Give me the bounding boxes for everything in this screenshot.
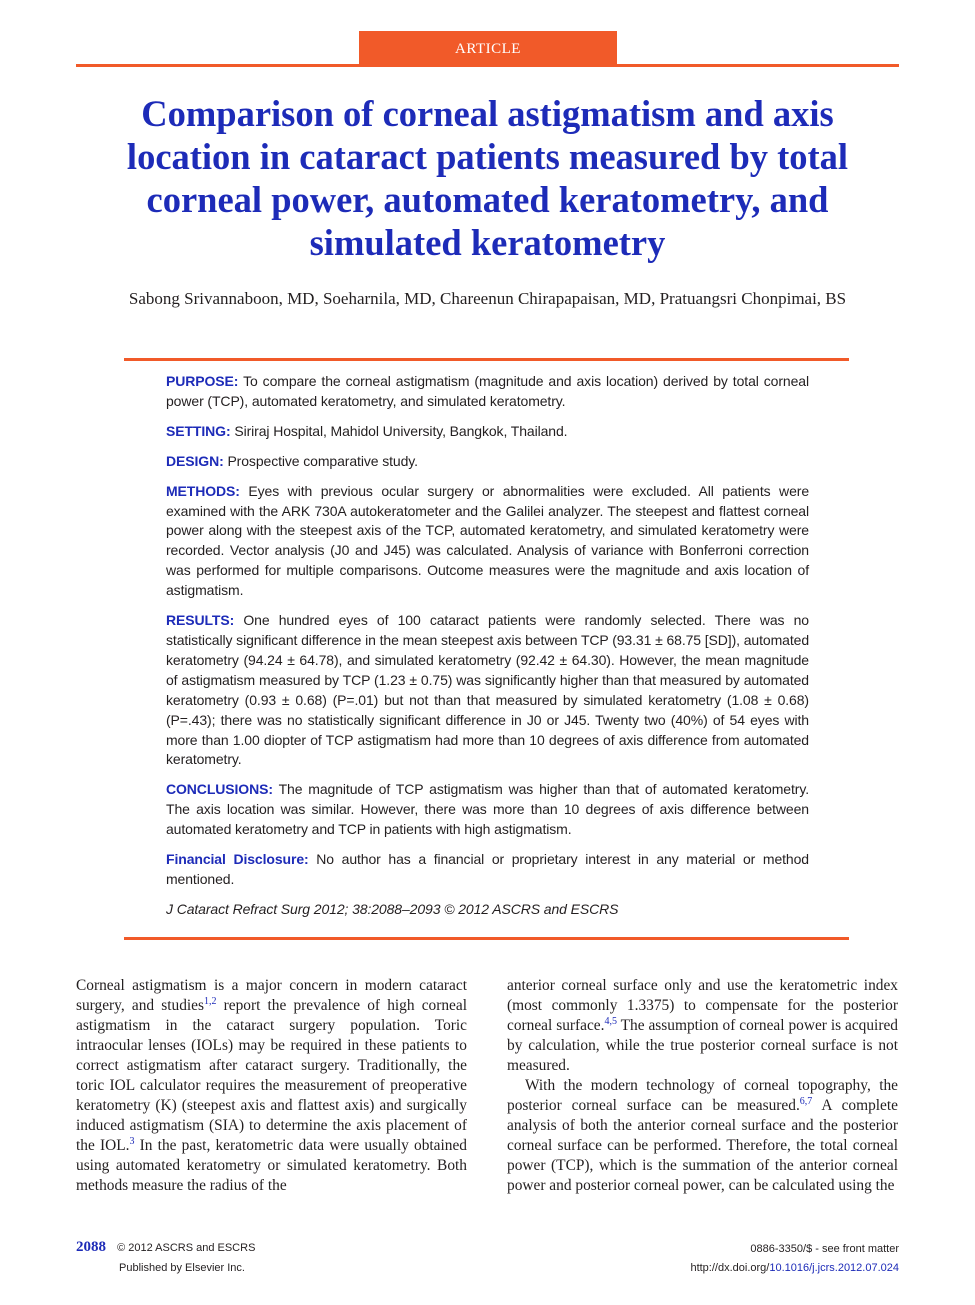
abstract-top-divider	[124, 358, 849, 361]
abstract-disclosure	[166, 850, 809, 890]
page-number: 2088	[76, 1239, 106, 1255]
conclusions-label: CONCLUSIONS:	[166, 781, 273, 798]
doi	[690, 1261, 899, 1275]
conclusions-text: The magnitude of TCP astigmatism was higher than that of automated keratometry. The axis location was similar. However, there was more than 10 degrees of axis difference between automated keratometry and TCP in patients with high astigmatism.	[166, 781, 809, 838]
design-label: DESIGN:	[166, 452, 224, 469]
body-paragraph: anterior corneal surface only and use the keratometric index (most commonly 1.3375) to compensate for the posterior corneal surface.$^{4,5}$ The assumption of corneal power is acquired by calculation, while the true posterior corneal surface is not measured.	[507, 977, 898, 1074]
results-text: One hundred eyes of 100 cataract patients were randomly selected. There was no statistically significant difference in the mean steepest axis between TCP (93.31 ± 68.75 [SD]), automated keratometry (94.24 ± 64.78), and simulated keratometry (92.42 ± 64.30). However, the mean magnitude of astigmatism measured by TCP (1.23 ± 0.75) was significantly higher than that measured by automated keratometry (0.93 ± 0.68) (P=.01) but not than that measured by simulated keratometry (1.08 ± 0.68) (P=.43); there was no statistically significant difference in J0 or J45. Twenty two (40%) of 54 eyes with more than 1.00 diopter of TCP astigmatism had more than 10 degrees of axis difference from automated keratometry.	[166, 612, 809, 768]
abstract-purpose	[166, 372, 809, 412]
disclosure-text: No author has a financial or proprietary interest in any material or method mentioned.	[166, 851, 809, 887]
article-title: Comparison of corneal astigmatism and axis location in cataract patients measured by total corneal power, automated keratometry, and simulated keratometry	[126, 93, 849, 263]
reference-link[interactable]: 3	[129, 1135, 135, 1147]
doi-link[interactable]: 10.1016/j.jcrs.2012.07.024	[769, 1262, 899, 1274]
methods-label: METHODS:	[166, 482, 240, 499]
setting-label: SETTING:	[166, 422, 231, 439]
issn: 0886-3350/$ - see front matter	[750, 1243, 899, 1255]
reference-link[interactable]: 4,5	[604, 1015, 617, 1027]
purpose-label: PURPOSE:	[166, 373, 239, 389]
copyright: © 2012 ASCRS and ESCRS	[117, 1242, 256, 1254]
journal-citation: J Cataract Refract Surg 2012; 38:2088–2093 © 2012 ASCRS and ESCRS	[166, 900, 619, 917]
footer-left	[76, 1240, 255, 1255]
abstract-design	[166, 452, 809, 472]
results-label: RESULTS:	[166, 612, 235, 629]
body-column-left	[76, 976, 467, 1196]
abstract-methods	[166, 482, 809, 601]
article-type-tab: ARTICLE	[359, 31, 617, 65]
reference-link[interactable]: 6,7	[799, 1095, 813, 1107]
setting-text: Siriraj Hospital, Mahidol University, Bangkok, Thailand.	[234, 422, 568, 439]
abstract-results	[166, 611, 809, 770]
reference-link[interactable]: 1,2	[203, 995, 217, 1007]
disclosure-label: Financial Disclosure:	[166, 851, 309, 868]
top-divider	[76, 64, 899, 67]
doi-prefix: http://dx.doi.org/	[690, 1262, 770, 1274]
abstract-conclusions	[166, 780, 809, 840]
body-column-right	[507, 976, 898, 1196]
abstract-setting	[166, 422, 809, 442]
methods-text: Eyes with previous ocular surgery or abnormalities were excluded. All patients were examined with the ARK 730A autokeratometer and the Galilei analyzer. The steepest and flattest corneal power along with the steepest axis of the TCP, automated keratometry, and simulated keratometry were recorded. Vector analysis (J0 and J45) was calculated. Analysis of variance with Bonferroni correction was performed for multiple comparisons. Outcome measures were the magnitude and axis location of astigmatism.	[166, 482, 810, 599]
abstract-bottom-divider	[124, 937, 849, 940]
body-paragraph: Corneal astigmatism is a major concern in modern cataract surgery, and studies$^{1,2}$ report the prevalence of high corneal astigmatism in the cataract surgery population. Toric intraocular lenses (IOLs) may be required in these patients to correct astigmatism after cataract surgery. Traditionally, the toric IOL calculator requires the measurement of preoperative keratometry (K) (steepest axis and flattest axis) and surgically induced astigmatism (SIA) to determine the axis placement of the IOL.$^3$ In the past, keratometric data were usually obtained using automated keratometry or simulated keratometry. Both methods measure the radius of the	[76, 977, 467, 1194]
design-text: Prospective comparative study.	[227, 452, 418, 469]
body-paragraph: With the modern technology of corneal topography, the posterior corneal surface can be measured.$^{6,7}$ A complete analysis of both the anterior corneal surface and the posterior corneal surface can be performed. Therefore, the total corneal power (TCP), which is the summation of the anterior corneal power and posterior corneal power, can be calculated using the	[507, 1077, 898, 1194]
abstract	[166, 372, 809, 930]
publisher: Published by Elsevier Inc.	[119, 1262, 245, 1274]
author-list: Sabong Srivannaboon, MD, Soeharnila, MD, Chareenun Chirapapaisan, MD, Pratuangsri Chonpimai, BS	[128, 289, 847, 308]
purpose-text: To compare the corneal astigmatism (magnitude and axis location) derived by total corneal power (TCP), automated keratometry, and simulated keratometry.	[166, 373, 809, 409]
